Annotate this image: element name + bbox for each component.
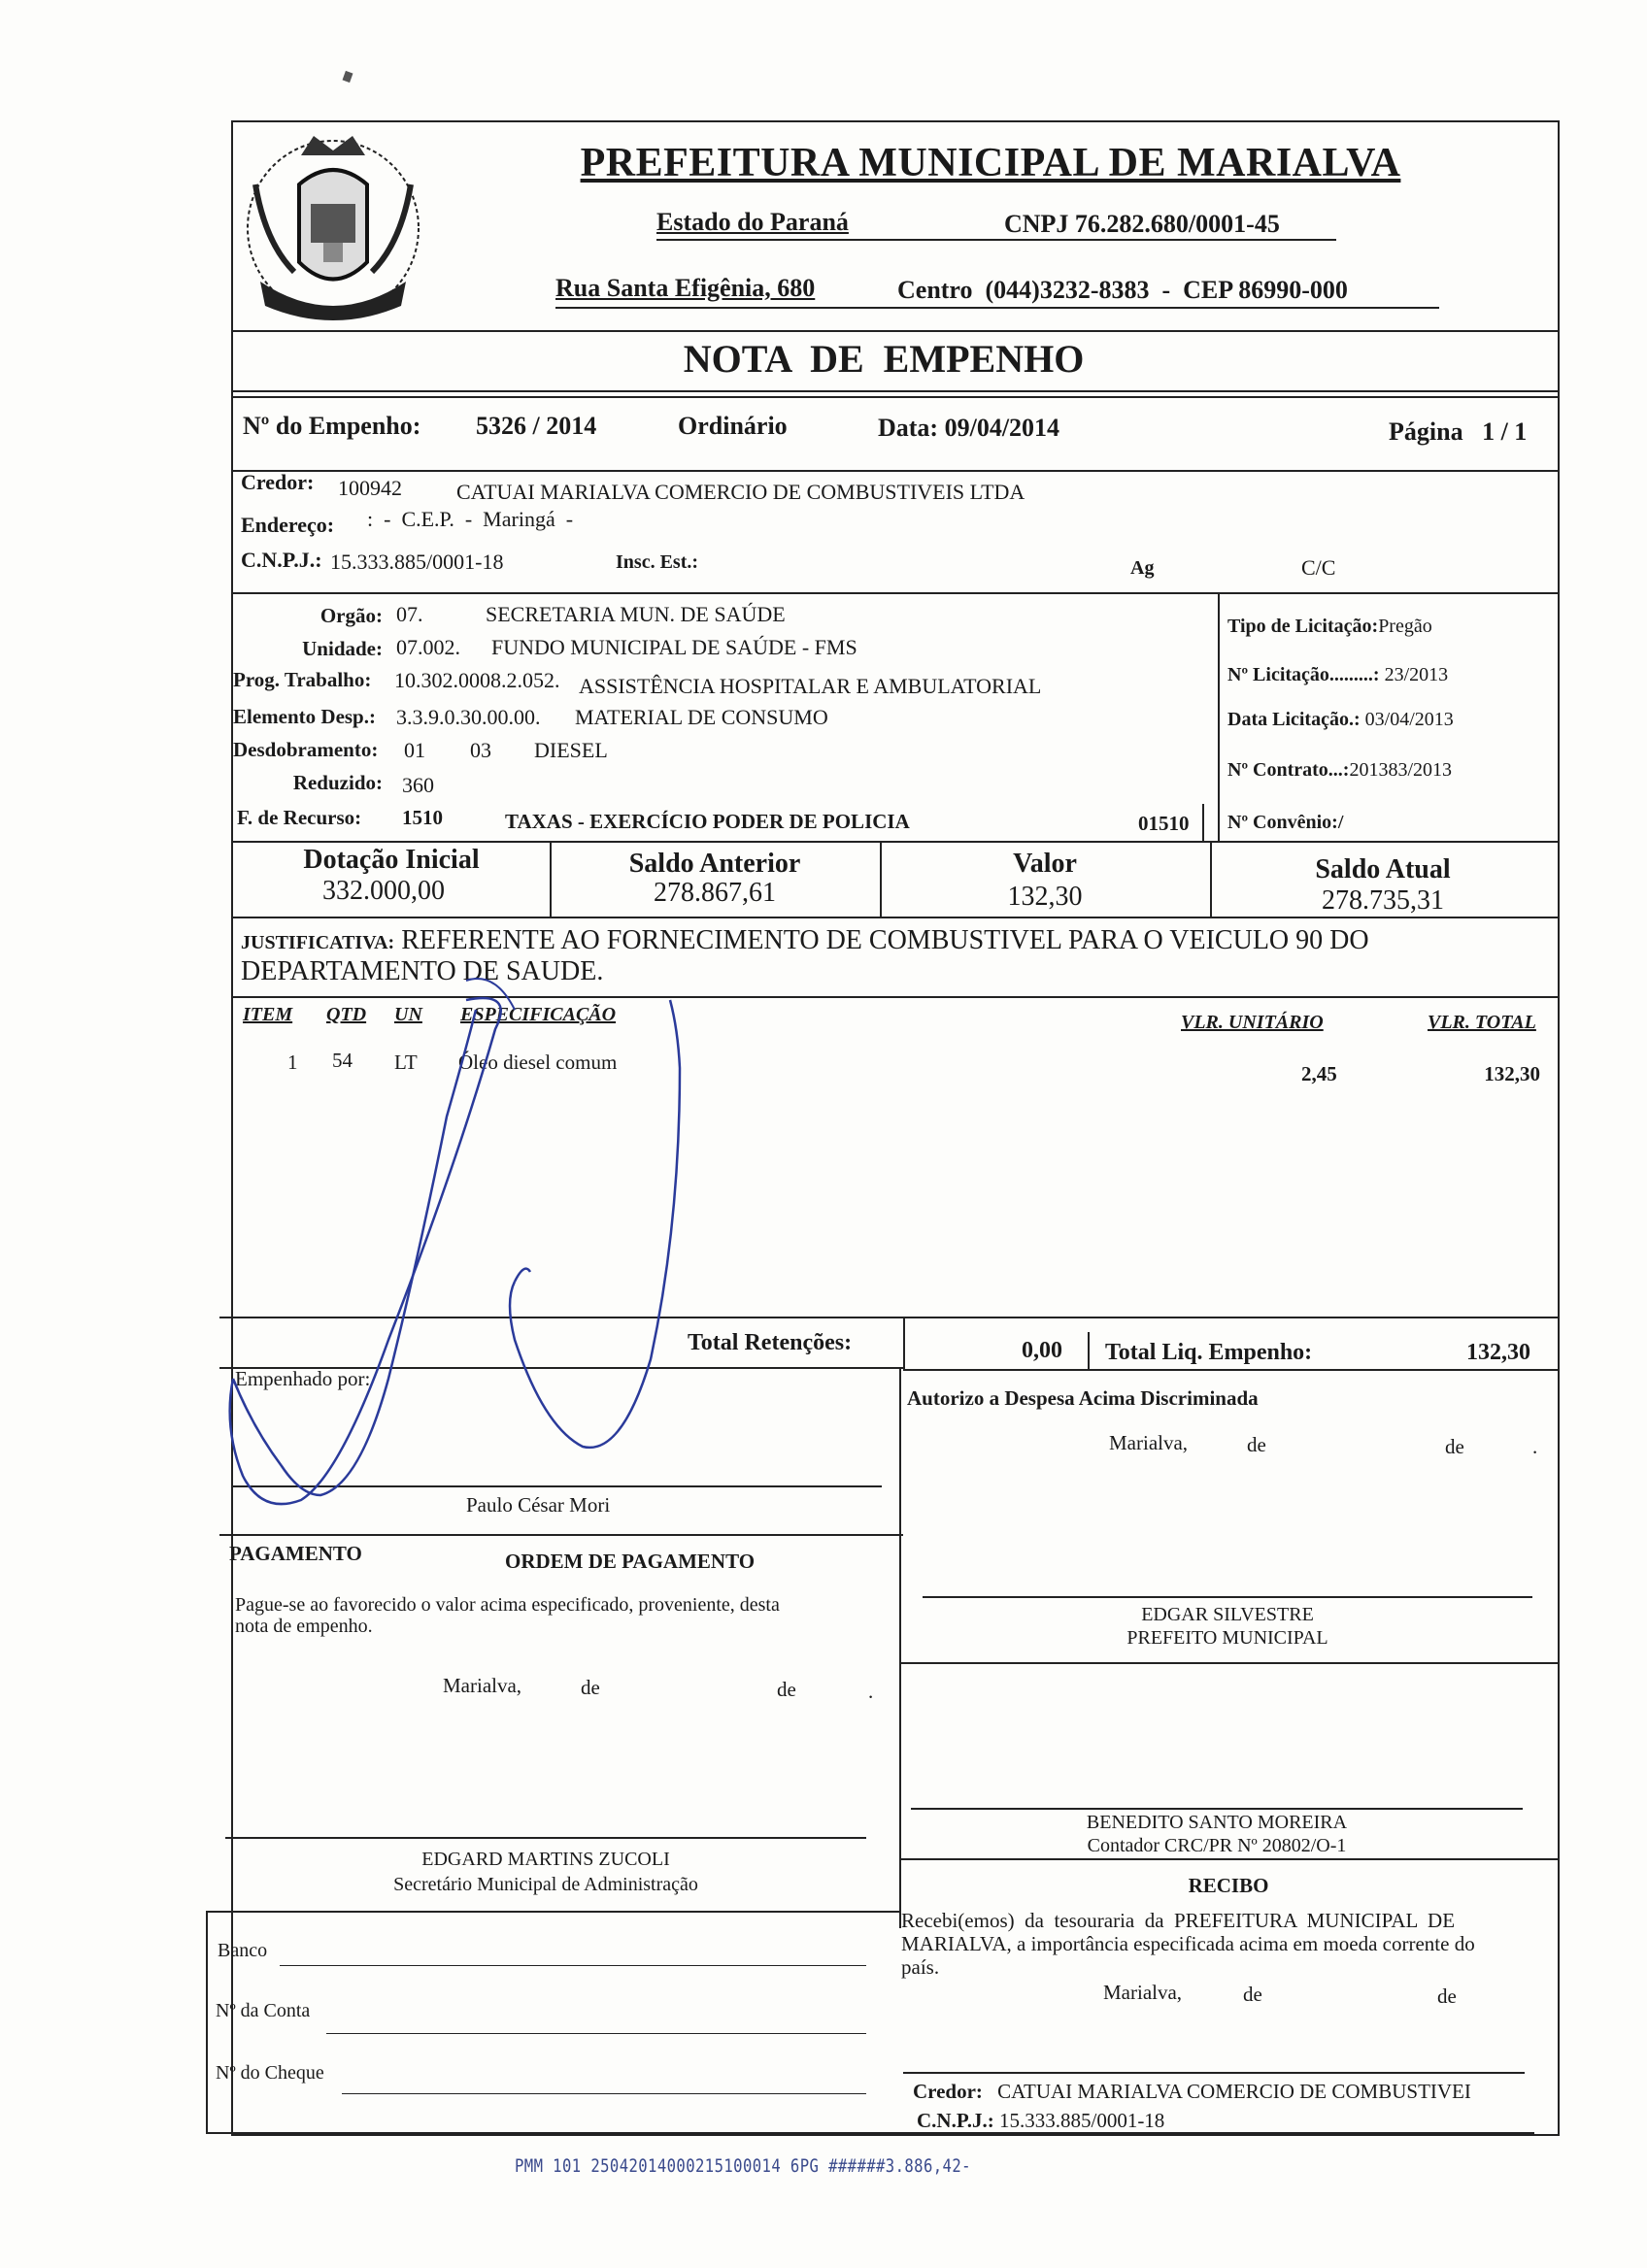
- secretario-role: Secretário Municipal de Administração: [393, 1874, 698, 1895]
- insc-est-label: Insc. Est.:: [616, 551, 699, 573]
- total-liquido-label: Total Liq. Empenho:: [1105, 1340, 1313, 1365]
- empenhado-label: Empenhado por:: [235, 1367, 371, 1390]
- autorizo-de2: de: [1445, 1435, 1464, 1458]
- contrato-number: [1227, 759, 1452, 782]
- prefeitura-cnpj: CNPJ 76.282.680/0001-45: [1004, 210, 1280, 238]
- licitacao-date-value: 03/04/2013: [1364, 709, 1454, 730]
- empenho-number-label: Nº do Empenho:: [243, 412, 421, 440]
- orgao-label: Orgão:: [319, 604, 383, 627]
- item-qtd: 54: [332, 1049, 353, 1072]
- saldo-anterior-label: Saldo Anterior: [628, 849, 801, 879]
- empenho-date: Data: 09/04/2014: [878, 414, 1060, 442]
- pagamento-text: [235, 1594, 780, 1637]
- credor-label: Credor:: [241, 470, 315, 494]
- ordem-pagamento-label: ORDEM DE PAGAMENTO: [505, 1550, 756, 1573]
- saldo-anterior-value: 278.867,61: [654, 878, 776, 908]
- orgao-name: SECRETARIA MUN. DE SAÚDE: [486, 602, 786, 626]
- recibo-credor-label: Credor:: [913, 2080, 983, 2103]
- recibo-text: [901, 1909, 1532, 1979]
- col-total-value: VLR. TOTAL: [1428, 1012, 1536, 1033]
- prefeito-role: PREFEITO MUNICIPAL: [1126, 1627, 1328, 1649]
- valor-value: 132,30: [1007, 882, 1083, 912]
- district-phone-cep: Centro (044)3232-8383 - CEP 86990-000: [897, 276, 1348, 304]
- pagamento-dot: .: [868, 1680, 874, 1703]
- retencoes-label: Total Retenções:: [688, 1330, 853, 1355]
- pagamento-label: PAGAMENTO: [229, 1542, 362, 1565]
- recibo-cnpj-label: C.N.P.J.:: [917, 2109, 994, 2132]
- contador-role: Contador CRC/PR Nº 20802/O-1: [1087, 1835, 1347, 1856]
- recibo-title: RECIBO: [1188, 1874, 1269, 1897]
- tipo-licitacao-label: Tipo de Licitação:: [1227, 616, 1379, 637]
- prefeito-name: EDGAR SILVESTRE: [1141, 1604, 1314, 1625]
- recibo-line3: país.: [901, 1955, 940, 1979]
- desdobramento-label: Desdobramento:: [233, 738, 379, 761]
- recurso-fonte: 01510: [1138, 812, 1190, 835]
- cc-label: C/C: [1301, 555, 1336, 580]
- pagamento-text-line2: nota de empenho.: [235, 1616, 373, 1637]
- justificativa-line1: REFERENTE AO FORNECIMENTO DE COMBUSTIVEL PARA O VEICULO 90 DO: [401, 925, 1369, 955]
- page-number: Página 1 / 1: [1389, 417, 1528, 446]
- coat-of-arms-logo: [241, 126, 425, 330]
- credor-address: : - C.E.P. - Maringá -: [367, 507, 574, 531]
- empenhado-name: Paulo César Mori: [466, 1493, 611, 1517]
- credor-name: CATUAI MARIALVA COMERCIO DE COMBUSTIVEIS LTDA: [456, 480, 1025, 504]
- justificativa-line2: DEPARTAMENTO DE SAUDE.: [241, 956, 604, 986]
- recibo-city: Marialva,: [1103, 1981, 1183, 2004]
- pagamento-city: Marialva,: [443, 1674, 522, 1697]
- recurso-label: F. de Recurso:: [237, 806, 362, 829]
- recurso-name: TAXAS - EXERCÍCIO PODER DE POLICIA: [505, 810, 910, 833]
- desdobramento-1: 01: [404, 738, 425, 762]
- page-title: PREFEITURA MUNICIPAL DE MARIALVA: [580, 141, 1401, 185]
- item-un: LT: [394, 1051, 418, 1074]
- contador-name: BENEDITO SANTO MOREIRA: [1086, 1812, 1348, 1833]
- prog-trabalho-label: Prog. Trabalho:: [233, 668, 372, 691]
- footer-bank-code: PMM 101 25042014000215100014 6PG ######3.886,42-: [515, 2155, 971, 2177]
- item-number: 1: [287, 1051, 298, 1074]
- autorizo-text: Autorizo a Despesa Acima Discriminada: [907, 1386, 1259, 1410]
- recurso-code: 1510: [402, 806, 443, 829]
- elemento-label: Elemento Desp.:: [233, 705, 376, 728]
- col-qtd: QTD: [326, 1004, 367, 1025]
- tipo-licitacao: [1227, 616, 1432, 638]
- recibo-line1: Recebi(emos) da tesouraria da PREFEITURA MUNICIPAL DE: [901, 1909, 1456, 1932]
- ag-label: Ag: [1130, 557, 1155, 579]
- item-spec: Óleo diesel comum: [458, 1051, 618, 1074]
- contrato-label: Nº Contrato...:: [1227, 759, 1350, 781]
- col-item: ITEM: [243, 1004, 293, 1025]
- orgao-code: 07.: [396, 602, 423, 626]
- saldo-atual-label: Saldo Atual: [1315, 854, 1451, 884]
- licitacao-number-label: Nº Licitação.........:: [1227, 664, 1380, 685]
- licitacao-date-label: Data Licitação.:: [1227, 709, 1361, 730]
- recibo-de2: de: [1437, 1984, 1457, 2008]
- contrato-value: 201383/2013: [1349, 759, 1453, 781]
- conta-label: Nº da Conta: [216, 2000, 311, 2021]
- recibo-de1: de: [1243, 1983, 1262, 2006]
- reduzido-value: 360: [402, 773, 434, 797]
- document-type-title: NOTA DE EMPENHO: [683, 337, 1085, 381]
- tipo-licitacao-value: Pregão: [1378, 616, 1432, 637]
- reduzido-label: Reduzido:: [292, 771, 383, 794]
- address-label: Endereço:: [241, 513, 335, 537]
- dotacao-inicial-value: 332.000,00: [322, 876, 445, 906]
- pagamento-de1: de: [581, 1676, 600, 1699]
- unidade-name: FUNDO MUNICIPAL DE SAÚDE - FMS: [491, 635, 857, 659]
- recibo-line2: MARIALVA, a importância especificada acima em moeda corrente do: [901, 1932, 1475, 1955]
- scan-mark: [343, 71, 353, 83]
- cnpj-label: C.N.P.J.:: [241, 548, 322, 572]
- credor-cnpj: 15.333.885/0001-18: [330, 550, 504, 574]
- saldo-atual-value: 278.735,31: [1322, 885, 1444, 916]
- prog-trabalho-code: 10.302.0008.2.052.: [394, 668, 560, 692]
- autorizo-dot: .: [1532, 1435, 1538, 1458]
- empenho-number: 5326 / 2014: [476, 412, 597, 440]
- unidade-label: Unidade:: [302, 637, 383, 660]
- prog-trabalho-name: ASSISTÊNCIA HOSPITALAR E AMBULATORIAL: [579, 674, 1042, 698]
- col-unit-value: VLR. UNITÁRIO: [1181, 1012, 1324, 1033]
- col-spec: ESPECIFICAÇÃO: [460, 1004, 617, 1025]
- dotacao-inicial-label: Dotação Inicial: [303, 845, 480, 875]
- pagamento-de2: de: [777, 1678, 796, 1701]
- state-name: Estado do Paraná: [656, 208, 849, 236]
- autorizo-city: Marialva,: [1109, 1431, 1189, 1454]
- desdobramento-2: 03: [470, 738, 491, 762]
- recibo-credor-name: CATUAI MARIALVA COMERCIO DE COMBUSTIVEI: [997, 2080, 1471, 2103]
- credor-code: 100942: [338, 476, 402, 500]
- item-total-value: 132,30: [1484, 1062, 1540, 1085]
- valor-label: Valor: [1013, 849, 1077, 879]
- autorizo-de1: de: [1247, 1433, 1266, 1456]
- retencoes-value: 0,00: [1022, 1338, 1062, 1363]
- convenio-label: Nº Convênio:/: [1227, 812, 1344, 833]
- justificativa-label: JUSTIFICATIVA:: [241, 932, 395, 953]
- licitacao-number: [1227, 664, 1448, 686]
- desdobramento-name: DIESEL: [534, 738, 608, 762]
- recibo-cnpj-value: 15.333.885/0001-18: [998, 2109, 1165, 2132]
- licitacao-date: [1227, 709, 1454, 731]
- item-unit-value: 2,45: [1301, 1062, 1337, 1085]
- elemento-name: MATERIAL DE CONSUMO: [575, 705, 828, 729]
- unidade-code: 07.002.: [396, 635, 460, 659]
- empenho-type: Ordinário: [678, 412, 788, 440]
- street-address: Rua Santa Efigênia, 680: [555, 274, 816, 302]
- banco-label: Banco: [218, 1940, 268, 1961]
- elemento-code: 3.3.9.0.30.00.00.: [396, 705, 541, 729]
- secretario-name: EDGARD MARTINS ZUCOLI: [421, 1849, 670, 1870]
- total-liquido-value: 132,30: [1466, 1340, 1530, 1365]
- recibo-credor: [913, 2080, 1471, 2104]
- signature-scribble: [223, 971, 728, 1515]
- recibo-cnpj: [917, 2109, 1164, 2133]
- col-un: UN: [394, 1004, 422, 1025]
- cheque-label: Nº do Cheque: [216, 2062, 324, 2084]
- licitacao-number-value: 23/2013: [1384, 664, 1449, 685]
- pagamento-text-line1: Pague-se ao favorecido o valor acima especificado, proveniente, desta: [235, 1594, 780, 1616]
